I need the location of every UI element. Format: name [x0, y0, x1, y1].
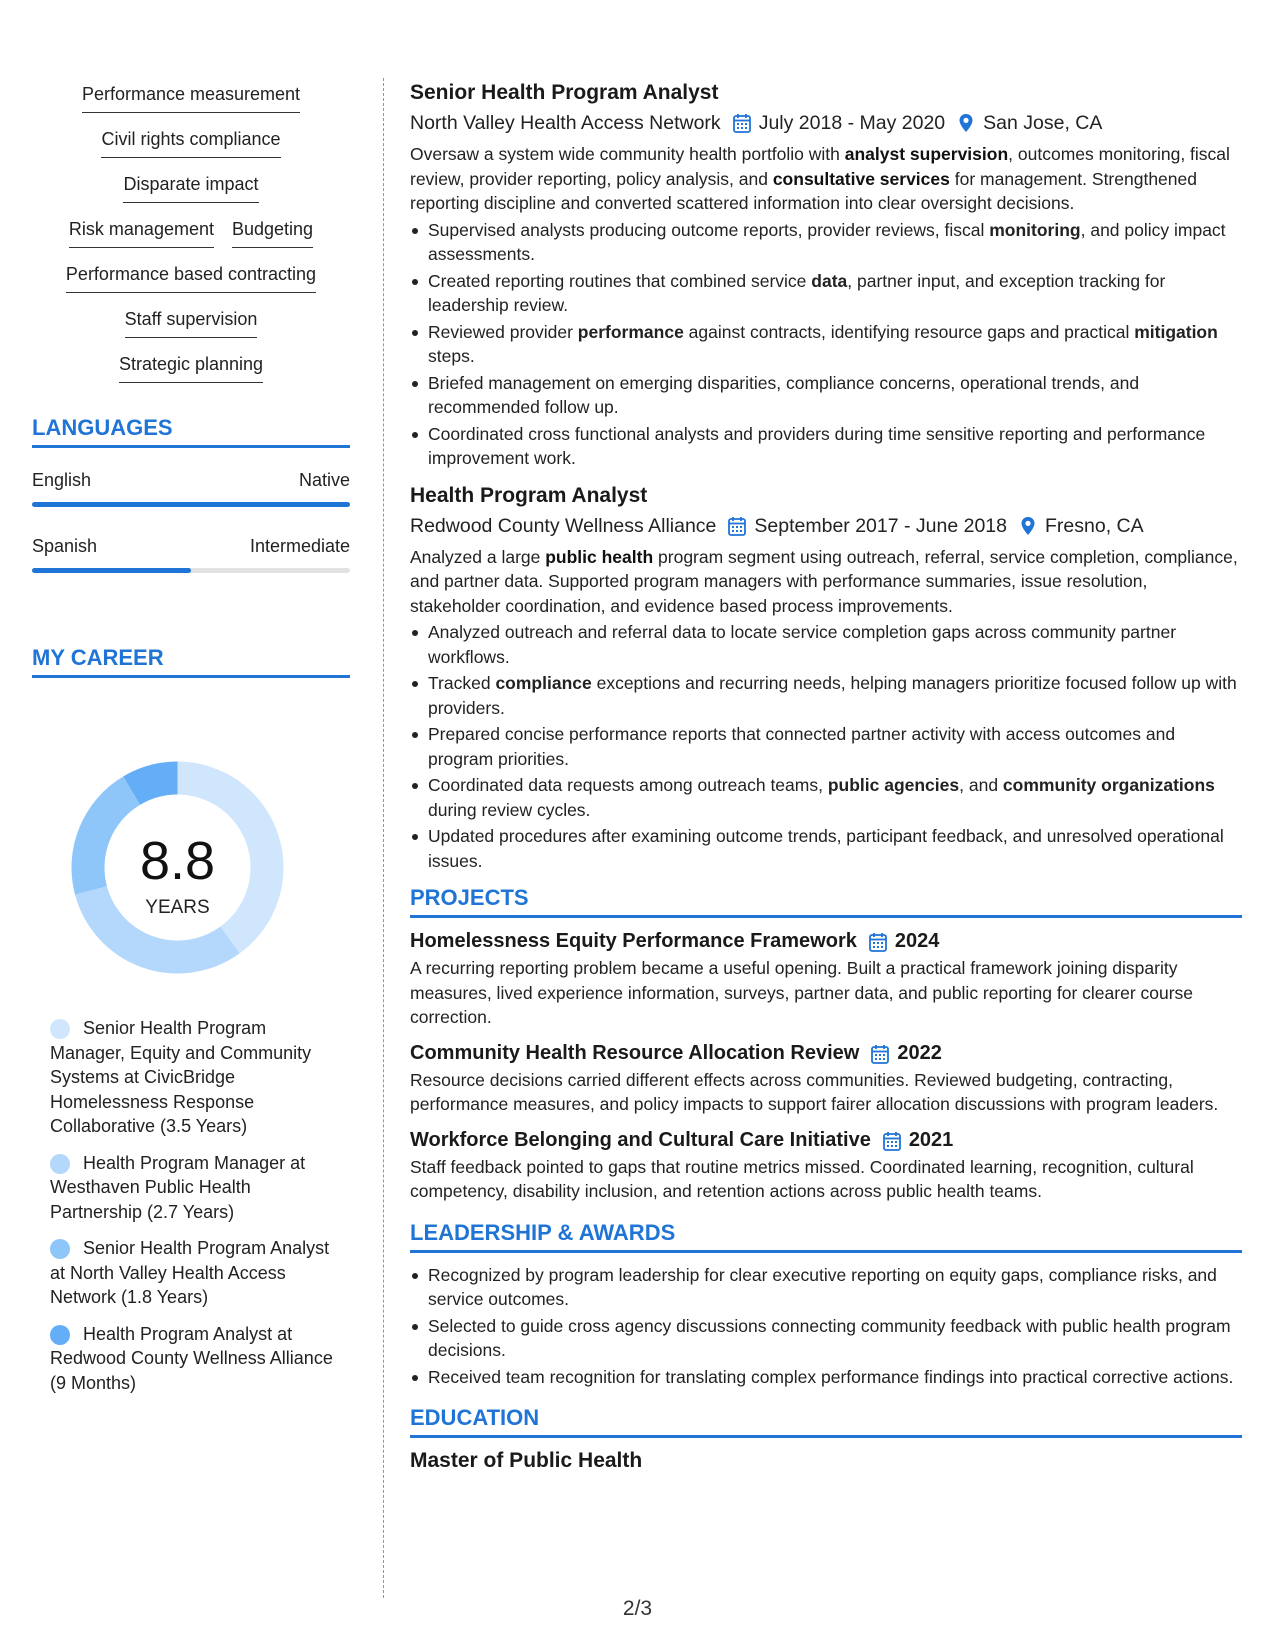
awards-heading: LEADERSHIP & AWARDS	[410, 1220, 1242, 1253]
bullet-item: Briefed management on emerging disparities, compliance concerns, operational trends, and recommended follow up.	[410, 371, 1242, 420]
career-donut-chart	[65, 755, 290, 980]
career-legend-label: Senior Health Program Analyst at North Valley Health Access Network (1.8 Years)	[50, 1238, 330, 1307]
project-title-line	[410, 926, 1242, 956]
language-bar-fill	[32, 568, 191, 573]
projects-list	[410, 926, 1242, 1204]
education-heading: EDUCATION	[410, 1405, 1242, 1438]
skills-row	[32, 219, 350, 264]
legend-dot-icon	[50, 1154, 70, 1174]
job-organization: North Valley Health Access Network	[410, 112, 721, 134]
project-description: Resource decisions carried different effects across communities. Reviewed budgeting, contracting, performance measures, and policy impacts to support fairer allocation discussions with program leaders.	[410, 1069, 1219, 1114]
language-name: English	[32, 470, 92, 490]
project-entry	[410, 926, 1242, 1030]
calendar-icon	[883, 1130, 901, 1150]
calendar-icon	[871, 1043, 889, 1063]
bullet-item: Updated procedures after examining outcome trends, participant feedback, and unresolved operational issues.	[410, 824, 1242, 873]
project-year: 2021	[908, 1128, 954, 1151]
job-bullets	[410, 218, 1242, 471]
legend-dot-icon	[50, 1019, 70, 1039]
career-legend-label: Senior Health Program Manager, Equity and Community Systems at CivicBridge Homelessness Response Collaborative (3.5 Years)	[50, 1018, 312, 1136]
skills-row	[32, 264, 350, 309]
career-legend-label: Health Program Manager at Westhaven Public Health Partnership (2.7 Years)	[50, 1152, 306, 1222]
skill-tag: Civil rights compliance	[101, 129, 280, 158]
job-title: Health Program Analyst	[410, 483, 648, 507]
career-legend-item	[50, 1016, 340, 1139]
job-bullets	[410, 620, 1242, 873]
bullet-item: Analyzed outreach and referral data to locate service completion gaps across community partner workflows.	[410, 620, 1242, 669]
awards-list	[410, 1263, 1242, 1390]
bullet-item: Received team recognition for translating complex performance findings into practical corrective actions.	[410, 1365, 1242, 1390]
skill-tag: Performance based contracting	[66, 264, 316, 293]
project-entry	[410, 1125, 1242, 1204]
skill-tag: Disparate impact	[123, 174, 258, 203]
right-column	[410, 78, 1242, 1476]
job-summary: Oversaw a system wide community health portfolio with analyst supervision, outcomes monitoring, fiscal review, provider reporting, policy analysis, and consultative services for management. Strengthened reporting discipline and converted scattered information into clear oversight decisions.	[410, 144, 1230, 213]
language-level: Intermediate	[249, 536, 350, 556]
skill-tag: Staff supervision	[125, 309, 258, 338]
bullet-item: Coordinated cross functional analysts and providers during time sensitive reporting and performance improvement work.	[410, 422, 1242, 471]
career-total-value: 8.8	[139, 831, 216, 891]
experience-entry	[410, 481, 1242, 874]
job-title: Senior Health Program Analyst	[410, 81, 719, 104]
bullet-item: Tracked compliance exceptions and recurring needs, helping managers prioritize focused follow up with providers.	[410, 671, 1242, 720]
left-column	[32, 0, 350, 1650]
job-meta	[410, 108, 1242, 138]
legend-dot-icon	[50, 1239, 70, 1259]
career-legend-item	[50, 1151, 340, 1225]
location-pin-icon	[1019, 516, 1037, 536]
language-english	[32, 470, 350, 507]
language-level: Native	[298, 470, 350, 490]
language-name: Spanish	[32, 536, 98, 556]
bullet-item: Created reporting routines that combined service data, partner input, and exception tracking for leadership review.	[410, 269, 1242, 318]
job-summary: Analyzed a large public health program segment using outreach, referral, service completion, compliance, and partner data. Supported program managers with performance summaries, issue resolution, stakeholder coordination, and evidence based process improvements.	[410, 546, 1238, 616]
project-title: Workforce Belonging and Cultural Care Initiative	[410, 1128, 871, 1151]
project-title: Community Health Resource Allocation Review	[410, 1041, 860, 1064]
project-title: Homelessness Equity Performance Framework	[410, 930, 857, 952]
project-title-line	[410, 1125, 1242, 1155]
skill-tag: Strategic planning	[119, 354, 263, 383]
bullet-item: Recognized by program leadership for clear executive reporting on equity gaps, compliance risks, and service outcomes.	[410, 1263, 1242, 1312]
calendar-icon	[869, 931, 887, 951]
language-spanish	[32, 536, 350, 573]
skills-row	[32, 309, 350, 354]
skills-row	[32, 354, 350, 399]
job-location: San Jose, CA	[983, 112, 1103, 134]
calendar-icon	[733, 113, 751, 133]
language-bar	[32, 502, 350, 507]
project-entry	[410, 1038, 1242, 1117]
project-title-line	[410, 1038, 1242, 1068]
job-location: Fresno, CA	[1045, 514, 1144, 537]
skill-tag: Performance measurement	[82, 84, 300, 113]
job-dates: July 2018 - May 2020	[758, 112, 946, 134]
career-legend-label: Health Program Analyst at Redwood County Wellness Alliance (9 Months)	[50, 1323, 333, 1393]
language-bar-fill	[32, 502, 350, 507]
legend-dot-icon	[50, 1325, 70, 1345]
location-pin-icon	[957, 113, 975, 133]
job-dates: September 2017 - June 2018	[754, 514, 1008, 537]
bullet-item: Reviewed provider performance against contracts, identifying resource gaps and practical mitigation steps.	[410, 320, 1242, 369]
page-number: 2/3	[622, 1597, 653, 1620]
language-bar	[32, 568, 350, 573]
bullet-item: Selected to guide cross agency discussions connecting community feedback with public health program decisions.	[410, 1314, 1242, 1363]
education-degree: Master of Public Health	[410, 1449, 643, 1472]
career-legend	[50, 1016, 340, 1407]
skills-row	[32, 129, 350, 174]
languages-heading: LANGUAGES	[32, 415, 350, 448]
skills-list	[32, 84, 350, 399]
skill-tag: Budgeting	[232, 219, 313, 248]
project-description: A recurring reporting problem became a useful opening. Built a practical framework joining disparity measures, lived experience information, surveys, partner data, and public reporting for clearer course correction.	[410, 958, 1194, 1027]
job-organization: Redwood County Wellness Alliance	[410, 514, 717, 537]
calendar-icon	[728, 516, 746, 536]
career-legend-item	[50, 1322, 340, 1396]
career-heading: MY CAREER	[32, 645, 350, 678]
project-year: 2022	[897, 1041, 942, 1064]
career-legend-item	[50, 1236, 340, 1310]
skill-tag: Risk management	[69, 219, 214, 248]
bullet-item: Coordinated data requests among outreach teams, public agencies, and community organizations during review cycles.	[410, 773, 1242, 822]
bullet-item: Supervised analysts producing outcome reports, provider reviews, fiscal monitoring, and policy impact assessments.	[410, 218, 1242, 267]
experience-entry	[410, 78, 1242, 471]
skills-row	[32, 84, 350, 129]
career-donut-segment	[72, 777, 141, 895]
career-total-unit: YEARS	[145, 897, 210, 918]
column-divider	[383, 78, 384, 1598]
projects-heading: PROJECTS	[410, 885, 1242, 918]
project-description: Staff feedback pointed to gaps that routine metrics missed. Coordinated learning, recognition, cultural competency, disability inclusion, and retention actions across public health teams.	[410, 1156, 1194, 1201]
project-year: 2024	[894, 930, 940, 952]
skills-row	[32, 174, 350, 219]
job-meta	[410, 511, 1242, 541]
bullet-item: Prepared concise performance reports that connected partner activity with access outcomes and program priorities.	[410, 722, 1242, 771]
